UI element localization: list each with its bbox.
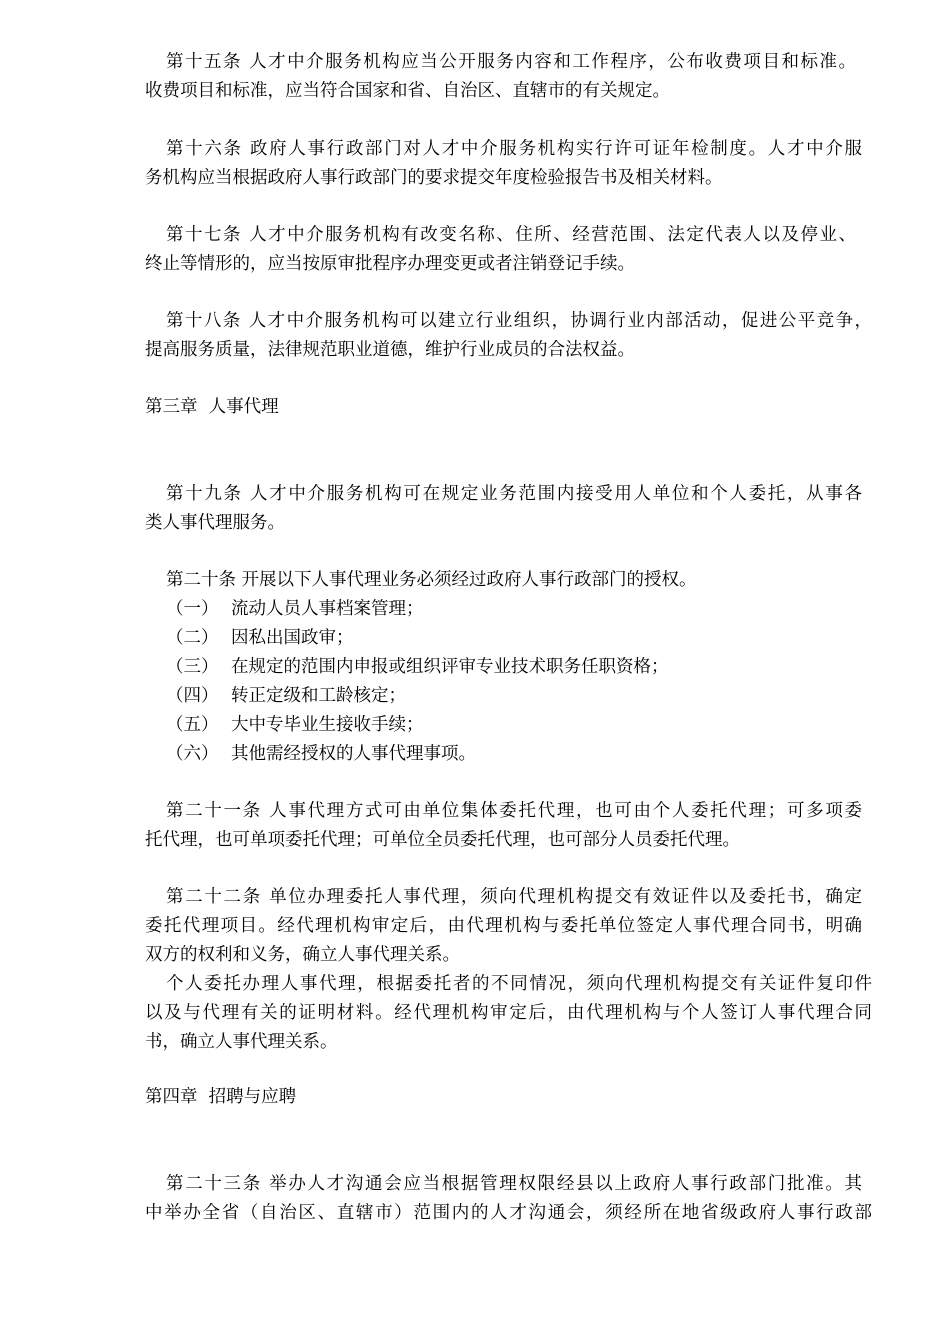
article-20-item-3-num: （三）: [166, 657, 219, 677]
article-20-item-4-text: 转正定级和工龄核定；: [231, 686, 406, 706]
article-20-item-2-num: （二）: [166, 628, 219, 648]
article-20-item-6-num: （六）: [166, 744, 219, 764]
article-20-item-1-num: （一）: [166, 599, 219, 619]
article-16-line-2: 务机构应当根据政府人事行政部门的要求提交年度检验报告书及相关材料。: [145, 168, 723, 188]
article-17-line-1: 第十七条 人才中介服务机构有改变名称、住所、经营范围、法定代表人以及停业、: [166, 225, 856, 245]
article-23-line-1: 第二十三条 举办人才沟通会应当根据管理权限经县以上政府人事行政部门批准。其: [166, 1174, 862, 1194]
article-20-item-1-text: 流动人员人事档案管理；: [231, 599, 424, 619]
article-20-item-2-text: 因私出国政审；: [231, 628, 354, 648]
article-19-line-2: 类人事代理服务。: [145, 513, 285, 533]
article-21-line-2: 托代理，也可单项委托代理；可单位全员委托代理，也可部分人员委托代理。: [145, 830, 740, 850]
chapter-3-heading: 第三章 人事代理: [145, 397, 279, 417]
article-23-line-2: 中举办全省（自治区、直辖市）范围内的人才沟通会，须经所在地省级政府人事行政部: [145, 1203, 872, 1223]
article-15-line-1: 第十五条 人才中介服务机构应当公开服务内容和工作程序，公布收费项目和标准。: [166, 52, 856, 72]
article-20-item-5-num: （五）: [166, 715, 219, 735]
article-20-item-3-text: 在规定的范围内申报或组织评审专业技术职务任职资格；: [231, 657, 669, 677]
chapter-4-heading: 第四章 招聘与应聘: [145, 1087, 297, 1107]
article-22-line-5: 以及与代理有关的证明材料。经代理机构审定后，由代理机构与个人签订人事代理合同: [145, 1003, 872, 1023]
article-15-line-2: 收费项目和标准，应当符合国家和省、自治区、直辖市的有关规定。: [145, 81, 670, 101]
article-18-line-1: 第十八条 人才中介服务机构可以建立行业组织，协调行业内部活动，促进公平竞争，: [166, 311, 872, 331]
article-20-item-5-text: 大中专毕业生接收手续；: [231, 715, 424, 735]
article-20-item-6-text: 其他需经授权的人事代理事项。: [231, 744, 476, 764]
article-22-line-2: 委托代理项目。经代理机构审定后，由代理机构与委托单位签定人事代理合同书，明确: [145, 916, 862, 936]
article-19-line-1: 第十九条 人才中介服务机构可在规定业务范围内接受用人单位和个人委托，从事各: [166, 484, 862, 504]
article-22-line-6: 书，确立人事代理关系。: [145, 1032, 338, 1052]
article-20-line-1: 第二十条 开展以下人事代理业务必须经过政府人事行政部门的授权。: [166, 570, 697, 590]
article-22-line-4: 个人委托办理人事代理，根据委托者的不同情况，须向代理机构提交有关证件复印件: [166, 974, 872, 994]
article-18-line-2: 提高服务质量，法律规范职业道德，维护行业成员的合法权益。: [145, 340, 635, 360]
article-22-line-1: 第二十二条 单位办理委托人事代理，须向代理机构提交有效证件以及委托书，确定: [166, 887, 862, 907]
article-16-line-1: 第十六条 政府人事行政部门对人才中介服务机构实行许可证年检制度。人才中介服: [166, 139, 862, 159]
article-22-line-3: 双方的权利和义务，确立人事代理关系。: [145, 945, 460, 965]
article-21-line-1: 第二十一条 人事代理方式可由单位集体委托代理，也可由个人委托代理；可多项委: [166, 801, 862, 821]
article-17-line-2: 终止等情形的，应当按原审批程序办理变更或者注销登记手续。: [145, 254, 635, 274]
article-20-item-4-num: （四）: [166, 686, 219, 706]
